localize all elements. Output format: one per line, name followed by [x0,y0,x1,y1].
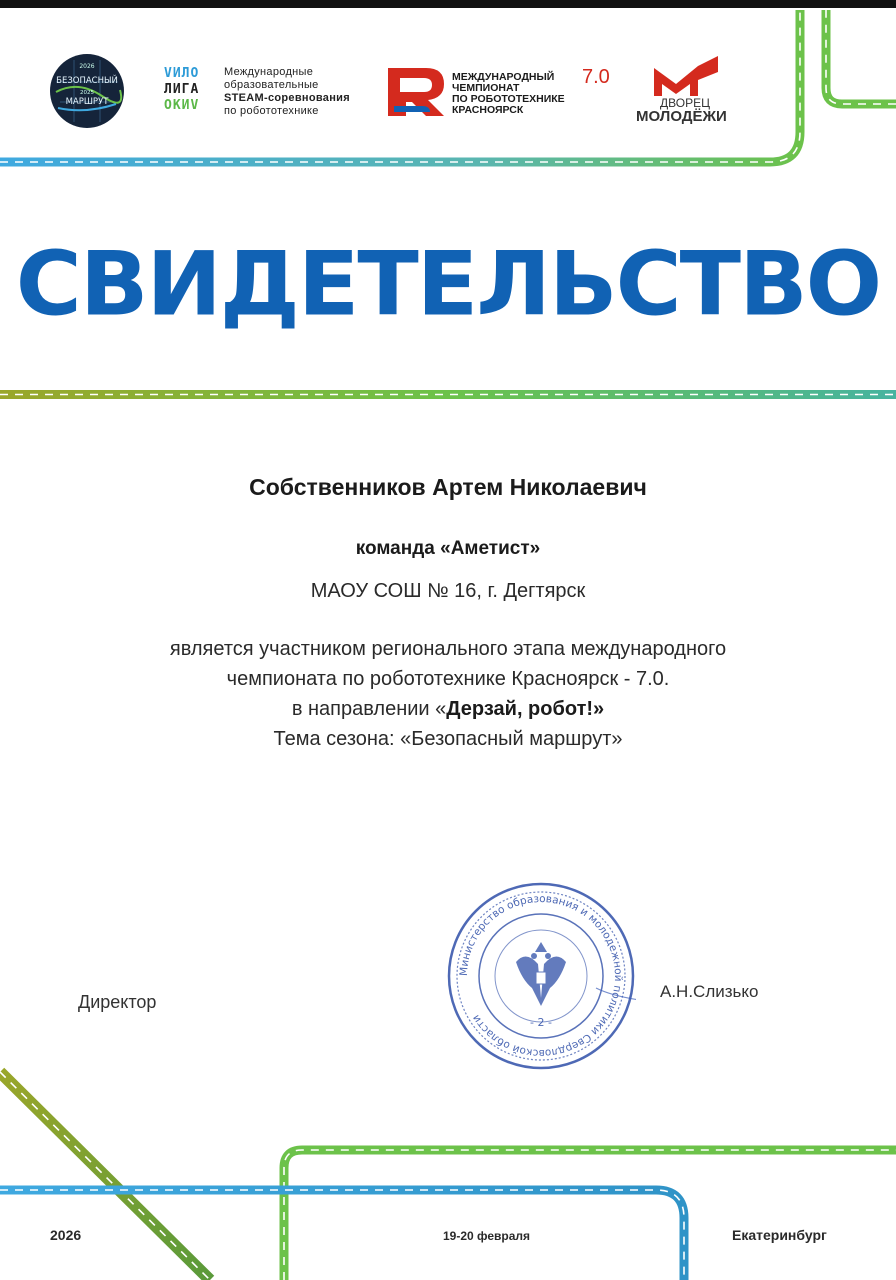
liga-caption-line: Международные [224,66,314,78]
liga-caption-line: образовательные [224,79,319,91]
liga-logo [164,66,354,122]
direction-prefix: в направлении « [291,698,447,720]
championship-caption-line: ПО РОБОТОТЕХНИКЕ [452,93,565,105]
championship-caption-line: ЧЕМПИОНАТ [452,82,520,94]
liga-mark-line: ЛИГА [164,82,200,97]
liga-caption-line: STEAM-соревнования [224,92,350,104]
championship-r-mark [386,66,448,118]
seal-number: - 2 - [530,1016,552,1029]
youth-palace-logo [636,54,726,128]
liga-caption [224,66,350,118]
route-logo-year2: 2025 [80,90,94,96]
official-seal-stamp [446,880,636,1072]
safe-route-logo [48,52,126,130]
liga-mark [164,66,218,114]
body-line-1: является участником регионального этапа международного [169,638,727,660]
footer-dates: 19-20 февраля [443,1229,531,1243]
footer-year: 2026 [50,1227,82,1243]
body-line-2: чемпионата по робототехнике Красноярск - 7.0. [226,668,670,690]
school-name: МАОУ СОШ № 16, г. Дегтярск [310,580,586,602]
liga-caption-line: по робототехнике [224,105,319,117]
recipient-name: Собственников Артем Николаевич [249,474,647,500]
body-line-3 [0,698,896,721]
liga-mark-line: VИЛО [164,66,200,81]
championship-version: 7.0 [582,66,610,88]
palace-line2: МОЛОДЁЖИ [636,108,727,125]
signer-name: А.Н.Слизько [660,982,759,1001]
route-logo-year: 2026 [79,63,95,70]
championship-caption-line: КРАСНОЯРСК [452,104,524,116]
director-label: Директор [78,992,157,1012]
seal-text: Министерство образования и молодежной политики Свердловской области [457,892,625,1060]
certificate-title: СВИДЕТЕЛЬСТВО [15,233,881,336]
season-theme: Тема сезона: «Безопасный маршрут» [273,728,623,750]
liga-mark-line: ОКИV [164,98,200,113]
eagle-icon [516,942,566,1006]
direction-name: Дерзай, робот!» [446,698,605,720]
palace-line1: ДВОРЕЦ [660,96,710,110]
palace-m-mark [650,54,722,98]
footer-city: Екатеринбург [732,1227,827,1243]
route-logo-word1: БЕЗОПАСНЫЙ [56,76,118,86]
team-name: команда «Аметист» [355,538,541,559]
championship-caption-line: МЕЖДУНАРОДНЫЙ [452,71,555,83]
route-logo-word2: МАРШРУТ [65,97,109,107]
top-bar [0,0,896,8]
championship-logo [386,66,616,122]
championship-caption [452,72,565,116]
